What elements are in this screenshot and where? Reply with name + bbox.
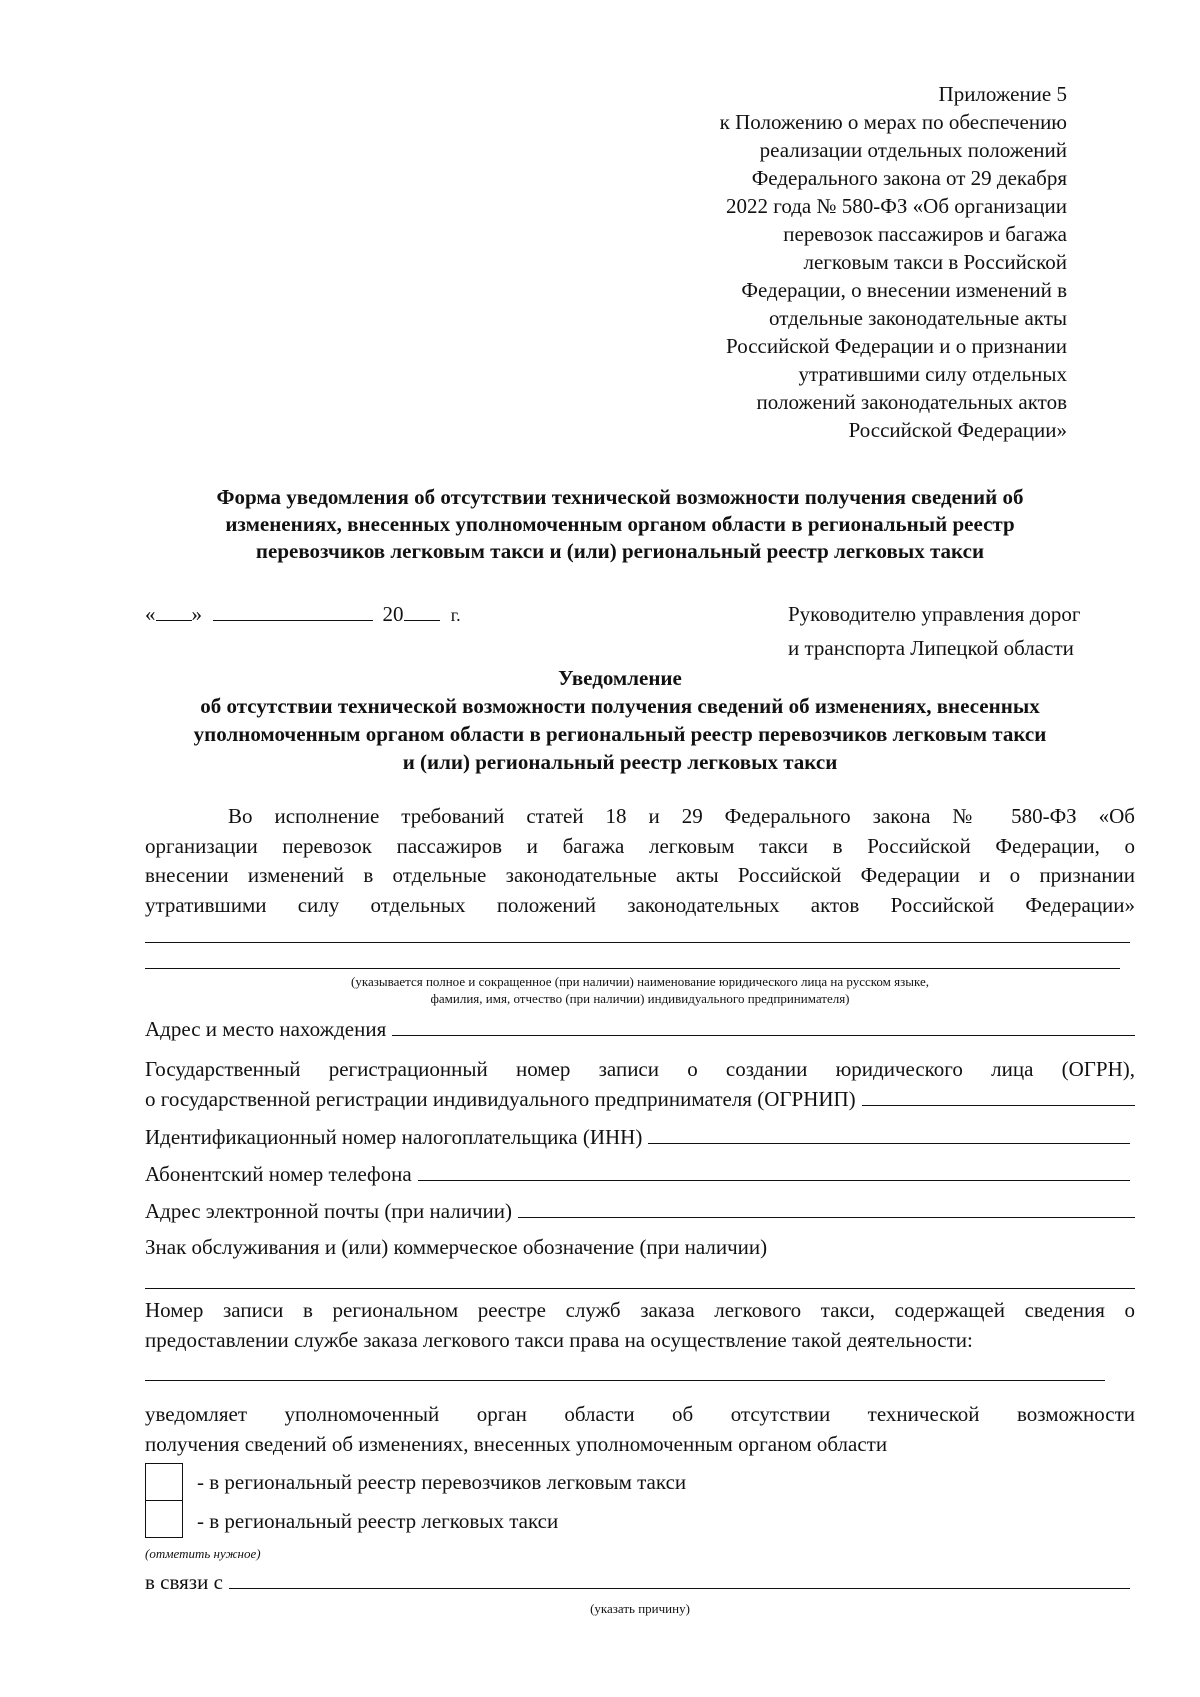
option-taxi-registry-checkbox[interactable] — [145, 1500, 183, 1538]
year-suffix: г. — [450, 605, 461, 625]
trademark-field[interactable] — [145, 1288, 1135, 1289]
address-row — [145, 1015, 1135, 1043]
name-hint-1: (указывается полное и сокращенное (при наличии) наименование юридического лица на русском языке, — [351, 974, 929, 989]
ogrn-label-line-1: Государственный регистрационный номер записи о создании юридического лица (ОГРН), — [145, 1057, 1135, 1081]
registry-label-line-1: Номер записи в региональном реестре служб заказа легкового такси, содержащей сведения о — [145, 1298, 1135, 1322]
email-field[interactable] — [518, 1197, 1135, 1218]
notice-line: уполномоченным органом области в региональный реестр перевозчиков легковым такси — [193, 722, 1047, 746]
organization-name-field-2[interactable] — [145, 968, 1120, 969]
ogrn-label-line-2: о государственной регистрации индивидуального предпринимателя (ОГРНИП) — [145, 1087, 856, 1111]
addressee-line-1: Руководителю управления дорог — [788, 602, 1081, 626]
registry-record-field[interactable] — [145, 1380, 1105, 1381]
annex-line: утратившими силу отдельных — [798, 362, 1067, 386]
notice-line: об отсутствии технической возможности получения сведений об изменениях, внесенных — [200, 694, 1040, 718]
body-paragraph-line: Во исполнение требований статей 18 и 29 Федерального закона № 580-ФЗ «Об — [228, 804, 1135, 828]
annex-line: реализации отдельных положений — [759, 138, 1067, 162]
address-label: Адрес и место нахождения — [145, 1017, 387, 1041]
annex-block — [607, 80, 1067, 444]
annex-line: Федерального закона от 29 декабря — [751, 166, 1067, 190]
ogrn-row — [145, 1085, 1135, 1113]
form-title-line: перевозчиков легковым такси и (или) региональный реестр легковых такси — [255, 539, 985, 563]
phone-row — [145, 1160, 1130, 1188]
year-prefix: 20 — [382, 602, 404, 626]
reason-label: в связи с — [145, 1570, 223, 1594]
notice-heading-block — [140, 664, 1100, 776]
annex-line: перевозок пассажиров и багажа — [783, 222, 1067, 246]
year-blank[interactable] — [404, 602, 440, 621]
annex-line: легковым такси в Российской — [803, 250, 1067, 274]
notice-heading: Уведомление — [558, 666, 682, 690]
notify-line-2: получения сведений об изменениях, внесенных уполномоченным органом области — [145, 1432, 888, 1456]
name-hint-2: фамилия, имя, отчество (при наличии) индивидуального предпринимателя) — [430, 991, 850, 1006]
annex-line: Федерации, о внесении изменений в — [741, 278, 1067, 302]
annex-line: отдельные законодательные акты — [769, 306, 1067, 330]
annex-line: Российской Федерации» — [848, 418, 1067, 442]
address-field[interactable] — [392, 1015, 1135, 1036]
body-paragraph-line: утратившими силу отдельных положений законодательных актов Российской Федерации» — [145, 893, 1135, 917]
reason-field[interactable] — [229, 1568, 1130, 1589]
annex-line: Приложение 5 — [938, 82, 1067, 106]
ogrn-field[interactable] — [862, 1085, 1135, 1106]
date-open-quote: « — [145, 602, 156, 626]
option-carriers-registry-label: - в региональный реестр перевозчиков легковым такси — [197, 1470, 687, 1494]
date-close-quote: » — [191, 602, 202, 626]
registry-label-line-2: предоставлении службе заказа легкового такси права на осуществление такой деятельности: — [145, 1328, 973, 1352]
reason-row — [145, 1568, 1130, 1596]
reason-hint: (указать причину) — [590, 1601, 690, 1616]
email-row — [145, 1197, 1135, 1225]
phone-field[interactable] — [418, 1160, 1130, 1181]
annex-line: положений законодательных актов — [756, 390, 1067, 414]
day-blank[interactable] — [156, 602, 192, 621]
body-paragraph-line: внесении изменений в отдельные законодательные акты Российской Федерации и о признании — [145, 863, 1135, 887]
notice-line: и (или) региональный реестр легковых такси — [402, 750, 838, 774]
addressee-line-2: и транспорта Липецкой области — [788, 636, 1074, 660]
phone-label: Абонентский номер телефона — [145, 1162, 412, 1186]
inn-row — [145, 1123, 1130, 1151]
month-blank[interactable] — [213, 602, 373, 621]
form-title-line: Форма уведомления об отсутствии технической возможности получения сведений об — [216, 485, 1024, 509]
form-title-line: изменениях, внесенных уполномоченным органом области в региональный реестр — [225, 512, 1015, 536]
annex-line: Российской Федерации и о признании — [726, 334, 1067, 358]
option-carriers-registry-checkbox[interactable] — [145, 1463, 183, 1501]
inn-label: Идентификационный номер налогоплательщика (ИНН) — [145, 1125, 643, 1149]
notify-line-1: уведомляет уполномоченный орган области об отсутствии технической возможности — [145, 1402, 1135, 1426]
organization-name-field[interactable] — [145, 942, 1130, 943]
trademark-label: Знак обслуживания и (или) коммерческое обозначение (при наличии) — [145, 1235, 768, 1259]
mark-hint: (отметить нужное) — [145, 1546, 261, 1561]
email-label: Адрес электронной почты (при наличии) — [145, 1199, 513, 1223]
annex-line: к Положению о мерах по обеспечению — [719, 110, 1067, 134]
date-field — [145, 600, 461, 629]
inn-field[interactable] — [648, 1123, 1130, 1144]
annex-line: 2022 года № 580-ФЗ «Об организации — [726, 194, 1067, 218]
option-taxi-registry-label: - в региональный реестр легковых такси — [197, 1509, 559, 1533]
body-paragraph-line: организации перевозок пассажиров и багажа легковым такси в Российской Федерации, о — [145, 834, 1135, 858]
form-title — [140, 484, 1100, 565]
